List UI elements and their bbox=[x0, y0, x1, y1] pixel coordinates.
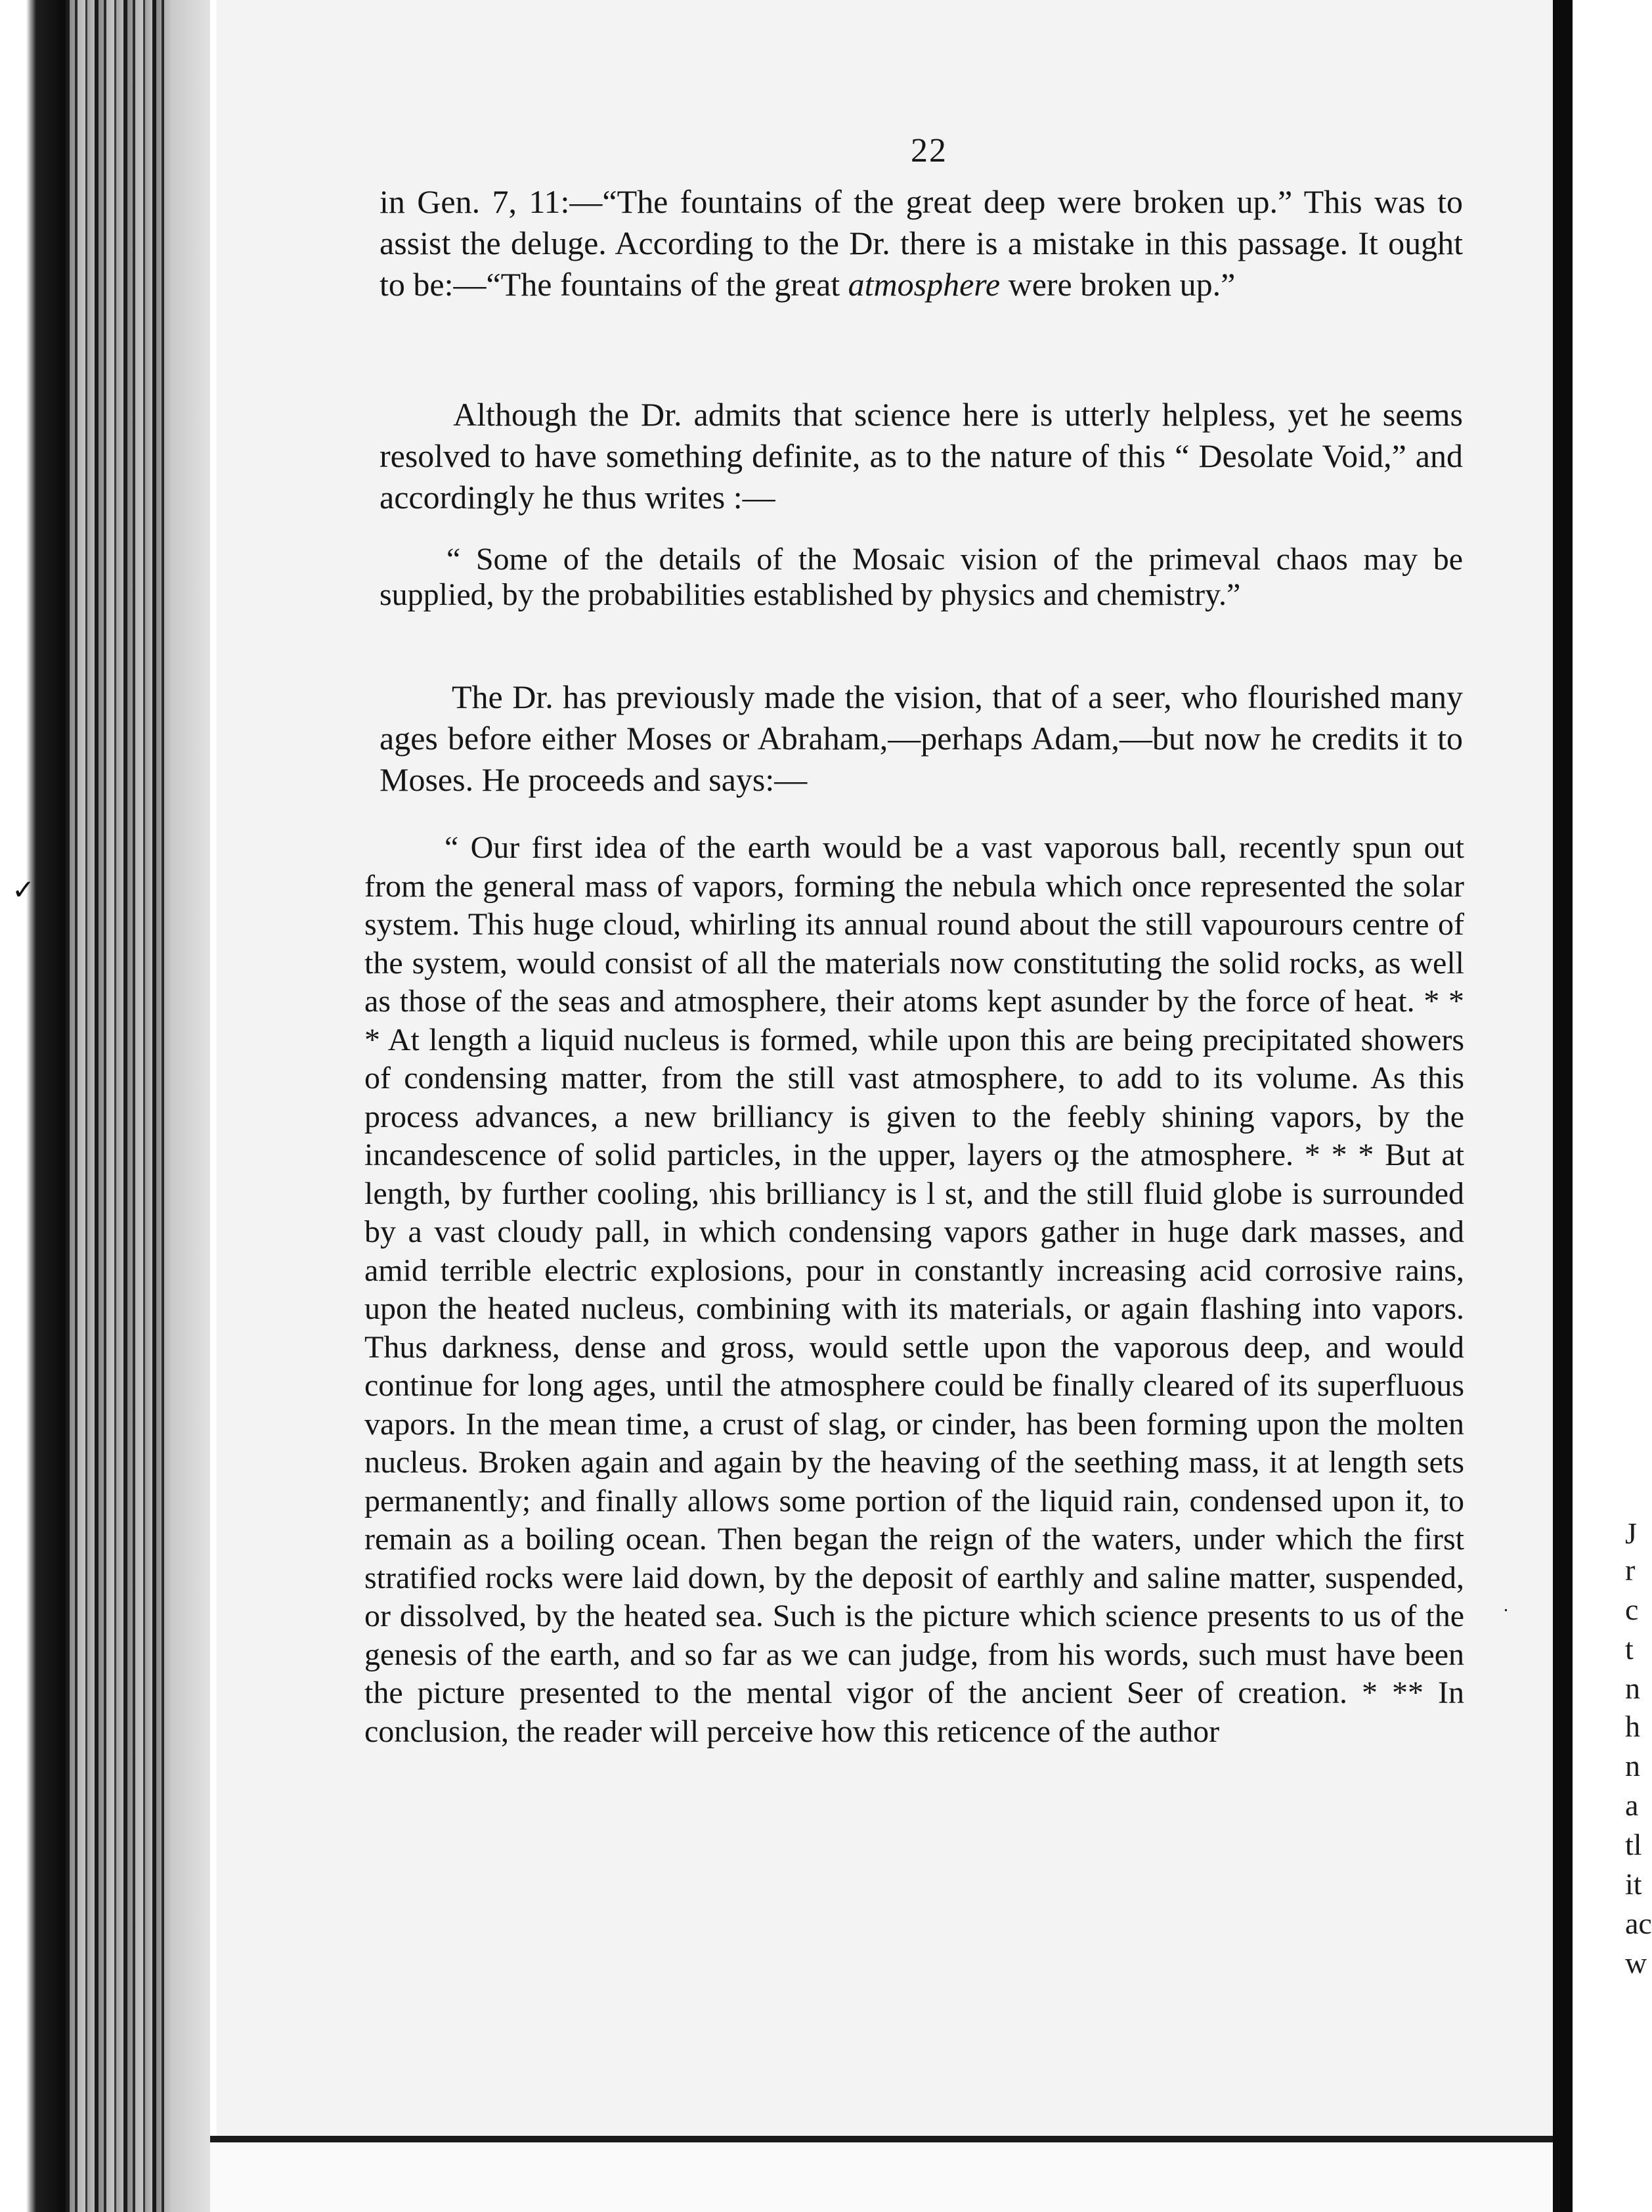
paragraph-genesis-quote bbox=[380, 181, 1463, 305]
edge-letter: ac bbox=[1625, 1907, 1652, 1940]
scan-speck: ⸱ bbox=[1504, 1601, 1508, 1620]
edge-letter: a bbox=[1625, 1788, 1639, 1822]
paragraph-text: were broken up.” bbox=[1000, 266, 1236, 303]
edge-letter: h bbox=[1625, 1710, 1640, 1743]
edge-letter: w bbox=[1625, 1946, 1647, 1980]
paragraph-mosaic-vision-quote: “ Some of the details of the Mosaic vision of the primeval chaos may be supplied, by the probabilities established by physics and chemistry.” bbox=[380, 542, 1463, 612]
scan-margin bbox=[0, 0, 66, 2212]
page-bottom-edge bbox=[210, 2136, 1553, 2142]
edge-letter: J bbox=[1625, 1516, 1637, 1550]
book-gutter bbox=[1553, 0, 1573, 2212]
edge-letter: n bbox=[1625, 1749, 1640, 1782]
edge-letter: c bbox=[1625, 1593, 1639, 1626]
emphasized-word: atmosphere bbox=[848, 266, 1001, 303]
edge-letter: t bbox=[1625, 1632, 1634, 1666]
paragraph-text: in Gen. 7, 11:—“The fountains of the great deep were broken up.” This was to assist the deluge. According to the Dr. there is a mistake in this passage. It ought to be:—“The fountains of the great bbox=[380, 183, 1463, 303]
edge-letter: n bbox=[1625, 1671, 1640, 1705]
page-number: 22 bbox=[911, 132, 947, 169]
page-binding bbox=[66, 0, 210, 2212]
paragraph-desolate-void: Although the Dr. admits that science here is utterly helpless, yet he seems resolved to have something definite, as to the nature of this “ Desolate Void,” and accordingly he thus writes :— bbox=[380, 396, 1463, 516]
paragraph-earth-genesis-quote: “ Our first idea of the earth would be a vast vaporous ball, recently spun out from the general mass of vapors, forming the nebula which once represented the solar system. This huge cloud, whirling its annual round about the still vapourours centre of the system, would consist of all the materials now constituting the solid rocks, as well as those of the seas and atmosphere, their atoms kept asunder by the force of heat. * * * At length a liquid nucleus is formed, while upon this are being precipitated showers of condensing matter, from the still vast atmosphere, to add to its volume. As this process advances, a new brilliancy is given to the feebly shining vapors, by the incandescence of solid particles, in the upper, layers oɟ the atmosphere. * * * But at length, by further cooling, ɿhis brilliancy is l st, and the still fluid globe is surrounded by a vast cloudy pall, in which condensing vapors gather in huge dark masses, and amid terrible electric explosions, pour in constantly increasing acid corrosive rains, upon the heated nucleus, combining with its materials, or again flashing into vapors. Thus darkness, dense and gross, would settle upon the vaporous deep, and would continue for long ages, until the atmosphere could be finally cleared of its superfluous vapors. In the mean time, a crust of slag, or cinder, has been forming upon the molten nucleus. Broken again and again by the heaving of the seething mass, it at length sets permanently; and finally allows some portion of the liquid rain, condensed upon it, to remain as a boiling ocean. Then began the reign of the waters, under which the first stratified rocks were laid down, by the deposit of earthly and saline matter, suspended, or dissolved, by the heated sea. Such is the picture which science presents to us of the genesis of the earth, and so far as we can judge, from his words, such must have been the picture presented to the mental vigor of the ancient Seer of creation. * ** In conclusion, the reader will perceive how this reticence of the author bbox=[364, 830, 1464, 1749]
scan-speck: ✓ bbox=[12, 875, 35, 906]
adjacent-page bbox=[1573, 0, 1652, 2212]
below-page-area bbox=[210, 2142, 1553, 2212]
paragraph-seer: The Dr. has previously made the vision, that of a seer, who flourished many ages before either Moses or Abraham,—perhaps Adam,—but now he credits it to Moses. He proceeds and says:— bbox=[380, 678, 1463, 798]
edge-letter: r bbox=[1625, 1553, 1636, 1587]
edge-letter: tl bbox=[1625, 1828, 1642, 1861]
edge-letter: it bbox=[1625, 1867, 1642, 1901]
